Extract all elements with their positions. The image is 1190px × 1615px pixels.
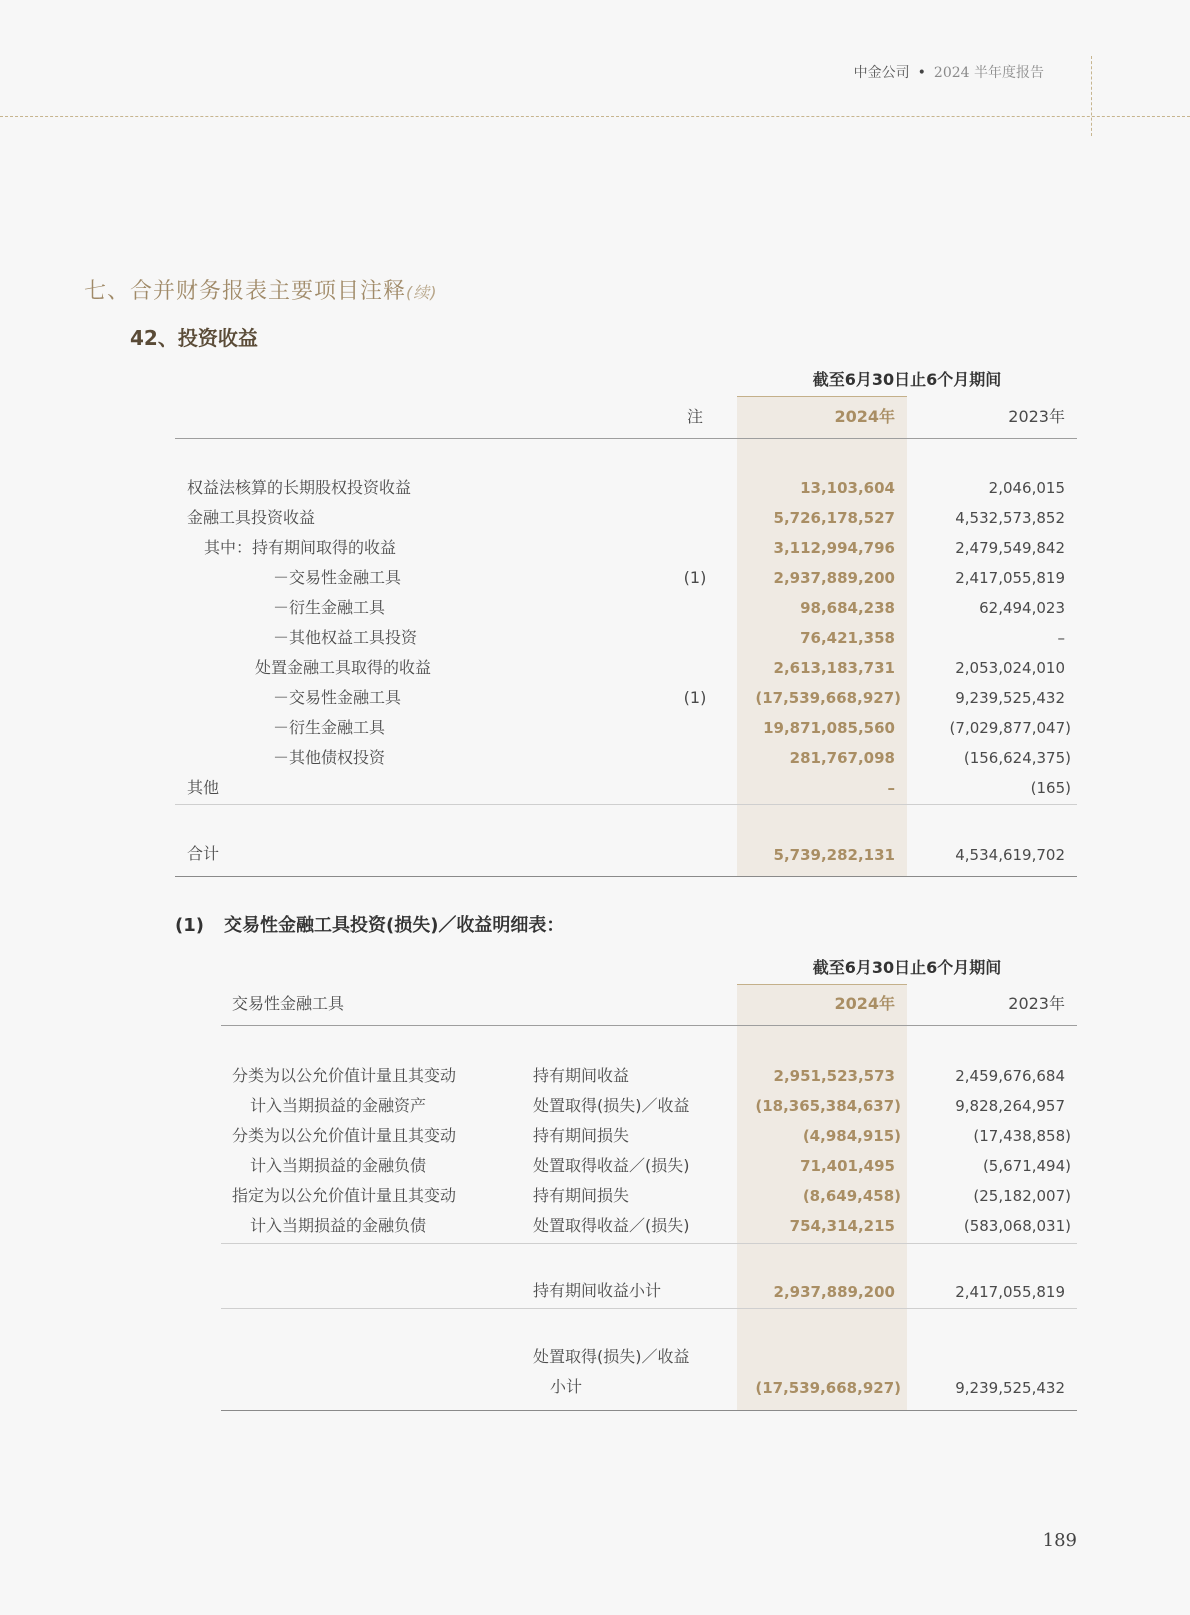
company-name: 中金公司 (853, 65, 910, 81)
table-row-2023: (5,671,494) (982, 1157, 1071, 1175)
table-row-label: 指定为以公允价值计量且其变动 (232, 1186, 457, 1205)
table-row-label: 计入当期损益的金融负债 (250, 1156, 427, 1175)
col-2024-top-rule-2 (737, 984, 907, 985)
table-row-2024: 2,613,183,731 (773, 659, 895, 677)
col-2024-header: 2024年 (834, 407, 895, 426)
table-row-type: 处置取得(损失)／收益 (533, 1096, 690, 1115)
table-row-2023: (25,182,007) (973, 1187, 1071, 1205)
subtotal1-top-rule (221, 1243, 1077, 1244)
col-2023-header: 2023年 (1008, 407, 1065, 426)
col-2024-top-rule (737, 396, 907, 397)
table-row-2024: (18,365,384,637) (755, 1097, 901, 1115)
table-row-2024: (8,649,458) (802, 1187, 901, 1205)
table-row-type: 持有期间损失 (533, 1126, 630, 1145)
subtotal2-bottom-rule (221, 1410, 1077, 1411)
table-row-label: －交易性金融工具 (273, 688, 402, 707)
table-row-2023: 4,532,573,852 (955, 509, 1065, 527)
total-2023: 4,534,619,702 (955, 846, 1065, 864)
subtotal1-2024: 2,937,889,200 (773, 1283, 895, 1301)
subtotal2-label-line2: 小计 (550, 1377, 583, 1396)
table-row-note: (1) (683, 688, 707, 707)
table-row-2024: 2,951,523,573 (773, 1067, 895, 1085)
table-row-type: 处置取得收益／(损失) (533, 1156, 690, 1175)
table-row-2024: 76,421,358 (800, 629, 895, 647)
header-dashed-rule (0, 116, 1190, 117)
header-rule-2 (221, 1025, 1077, 1026)
table-row-2023: 2,479,549,842 (955, 539, 1065, 557)
table-row-label: 处置金融工具取得的收益 (255, 658, 432, 677)
header-separator: • (917, 65, 926, 81)
table-row-2023: 2,417,055,819 (955, 569, 1065, 587)
table-row-label: 计入当期损益的金融资产 (250, 1096, 427, 1115)
table-row-type: 处置取得收益／(损失) (533, 1216, 690, 1235)
table-row-note: (1) (683, 568, 707, 587)
subsection-title: 42、投资收益 (130, 326, 258, 350)
table-row-2023: (583,068,031) (963, 1217, 1071, 1235)
table-row-label: －衍生金融工具 (273, 718, 386, 737)
table-row-2023: 62,494,023 (979, 599, 1065, 617)
col-2023-header-2: 2023年 (1008, 994, 1065, 1013)
table-row-2024: 754,314,215 (789, 1217, 895, 1235)
table-row-type: 持有期间收益 (533, 1066, 630, 1085)
table-row-2024: 19,871,085,560 (763, 719, 895, 737)
subtotal2-2024: (17,539,668,927) (755, 1379, 901, 1397)
report-name: 2024 半年度报告 (933, 65, 1044, 81)
table-row-2023: 2,046,015 (988, 479, 1065, 497)
header-rule (175, 438, 1077, 439)
table-row-label: －交易性金融工具 (273, 568, 402, 587)
table-row-label: 分类为以公允价值计量且其变动 (232, 1066, 457, 1085)
period-label: 截至6月30日止6个月期间 (812, 370, 1002, 389)
section-title-text: 七、合并财务报表主要项目注释 (84, 279, 407, 304)
table-row-label: 计入当期损益的金融负债 (250, 1216, 427, 1235)
subtotal2-label-line1: 处置取得(损失)／收益 (533, 1347, 690, 1366)
table-row-label: 金融工具投资收益 (187, 508, 316, 527)
subtotal2-top-rule (221, 1308, 1077, 1309)
total-2024: 5,739,282,131 (773, 846, 895, 864)
note1-heading (175, 911, 564, 937)
subtotal2-2023: 9,239,525,432 (955, 1379, 1065, 1397)
section-continued: (续) (406, 283, 438, 302)
col-2024-header-2: 2024年 (834, 994, 895, 1013)
note1-title: 交易性金融工具投资(损失)／收益明细表： (223, 915, 565, 936)
table-row-2023: – (1057, 629, 1065, 647)
table-row-2024: 5,726,178,527 (773, 509, 895, 527)
table-row-2023: 2,459,676,684 (955, 1067, 1065, 1085)
table-row-label: －其他权益工具投资 (273, 628, 418, 647)
table-row-2024: 13,103,604 (800, 479, 895, 497)
subtotal1-2023: 2,417,055,819 (955, 1283, 1065, 1301)
total-label: 合计 (187, 844, 220, 863)
table-row-2023: 2,053,024,010 (955, 659, 1065, 677)
table-row-2024: – (887, 779, 895, 797)
table-row-2024: 281,767,098 (789, 749, 895, 767)
col-note-header: 注 (686, 407, 703, 426)
header-dashed-vertical (1091, 56, 1092, 136)
table-row-2023: (17,438,858) (973, 1127, 1071, 1145)
table-row-type: 持有期间损失 (533, 1186, 630, 1205)
total-bottom-rule (175, 876, 1077, 877)
table-row-2024: 98,684,238 (800, 599, 895, 617)
note1-marker: (1) (175, 915, 204, 936)
period-label-2: 截至6月30日止6个月期间 (812, 958, 1002, 977)
table-row-2023: 9,239,525,432 (955, 689, 1065, 707)
table-row-2024: (17,539,668,927) (755, 689, 901, 707)
table-row-2023: 9,828,264,957 (955, 1097, 1065, 1115)
table-row-2024: 2,937,889,200 (773, 569, 895, 587)
table-row-label: －衍生金融工具 (273, 598, 386, 617)
table-row-label: 其中：持有期间取得的收益 (204, 538, 397, 557)
subtotal1-label: 持有期间收益小计 (533, 1281, 662, 1300)
section-title (84, 274, 438, 305)
table-row-2024: (4,984,915) (802, 1127, 901, 1145)
table-row-2023: (156,624,375) (963, 749, 1071, 767)
running-header (854, 62, 1044, 82)
table-row-label: 其他 (187, 778, 220, 797)
page-number: 189 (1042, 1530, 1077, 1551)
table-row-2024: 71,401,495 (800, 1157, 895, 1175)
table-row-2023: (165) (1030, 779, 1071, 797)
table-row-2024: 3,112,994,796 (773, 539, 895, 557)
table-row-label: －其他债权投资 (273, 748, 386, 767)
total-top-rule (175, 804, 1077, 805)
table-row-label: 权益法核算的长期股权投资收益 (187, 478, 412, 497)
table-row-2023: (7,029,877,047) (949, 719, 1071, 737)
col-item-header: 交易性金融工具 (232, 994, 345, 1013)
table-row-label: 分类为以公允价值计量且其变动 (232, 1126, 457, 1145)
